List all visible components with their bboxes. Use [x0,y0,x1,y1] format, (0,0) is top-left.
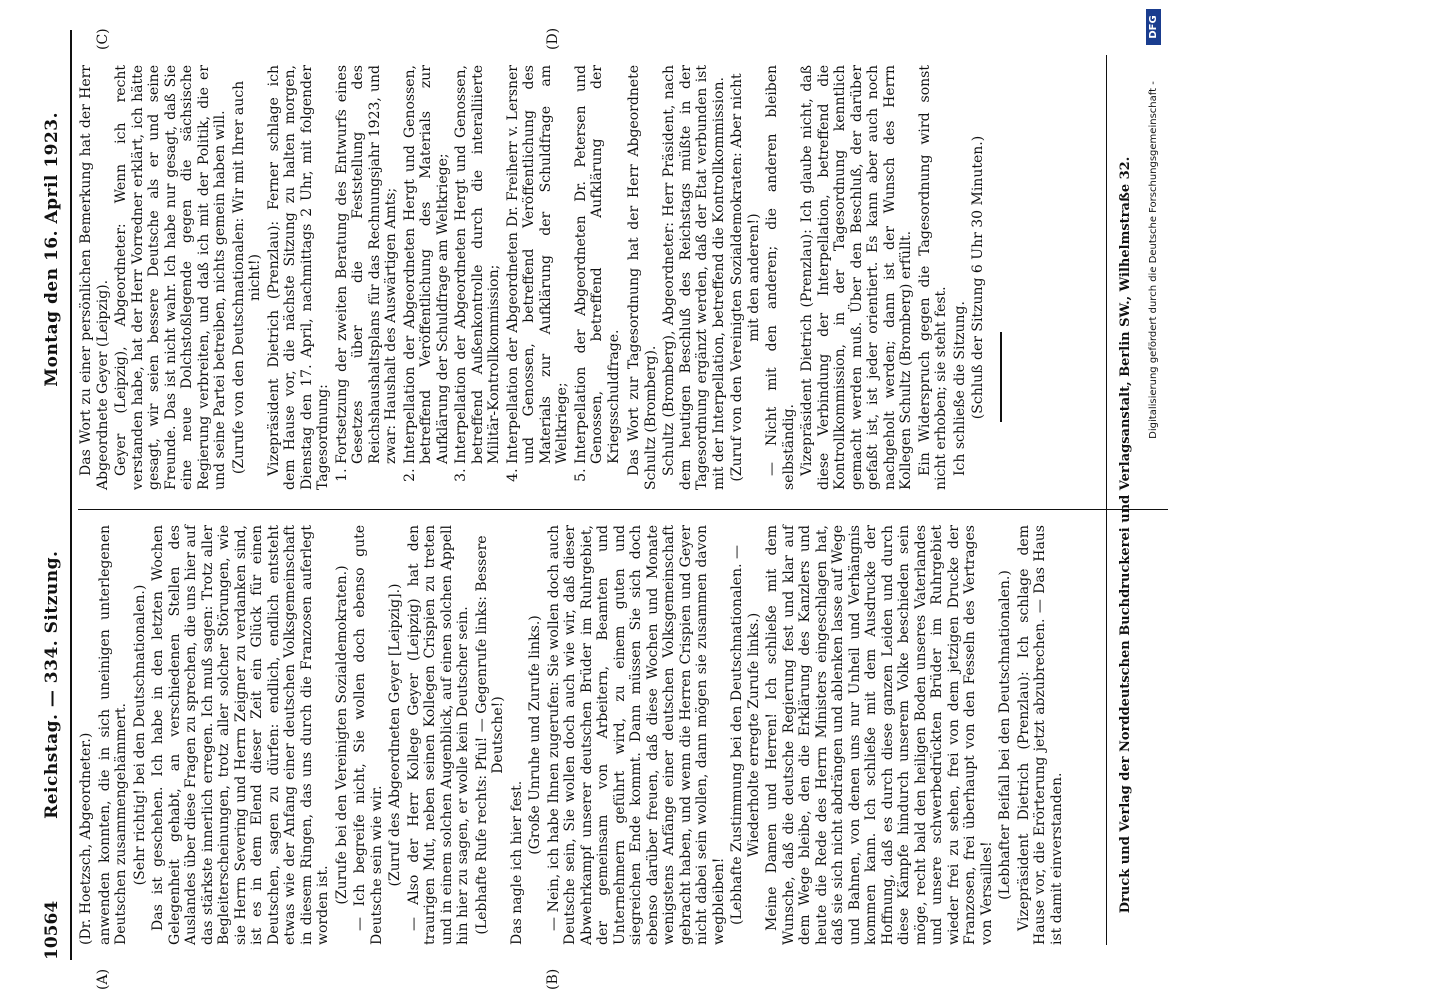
paragraph: Vizepräsident Dietrich (Prenzlau): Ich glaube nicht, daß diese Verbindung der Interpellation, betreffend die Kontrollkommission, in der Tagesordnung kenntlich gemacht werden muß. Über den Beschluß, der darüber gefaßt ist, ist jeder orientiert. Es kann aber auch noch nachgeholt werden; dann ist der Wunsch des Herrn Kollegen Schultz (Bromberg) erfüllt. [799,65,914,490]
agenda-item: 5. Interpellation der Abgeordneten Dr. Petersen und Genossen, betreffend Aufklärung der Kriegsschuldfrage. [573,65,623,464]
paragraph: Schultz (Bromberg), Abgeordneter: Herr Präsident, nach dem heutigen Beschluß des Reichstags müßte in der Tagesordnung ergänzt werden, daß der Etat verbunden ist mit der Interpellation, betreffend die Kontrollkommission. [661,65,727,490]
running-title-left: Reichstag. — 334. Sitzung. [42,550,62,819]
paragraph: Ich schließe die Sitzung. [951,301,968,476]
end-rule [1000,332,1002,422]
agenda-item: 3. Interpellation der Abgeordneten Hergt und Genossen, betreffend Außenkontrolle durch die interalliierte Militär-Kontrollkommission; [453,65,503,464]
interjection: (Zuruf von den Vereinigten Sozialdemokraten: Aber nicht mit den anderen!) [729,73,762,482]
page-number: 10564 [42,900,62,960]
margin-mark-c: (C) [95,28,111,50]
paragraph: — Nein, ich habe Ihnen zugerufen: Sie wollen doch auch Deutsche sein, Sie wollen doch auch wie wir, daß dieser Abwehrkampf unserer deutschen Brüder im Ruhrgebiet, der gemeinsam von Arbeitern, Beamten und Unternehmern geführt wird, zu einem guten und siegreichen Ende kommt. Dann müssen Sie sich doch ebenso darüber freuen, daß diese Wochen und Monate wenigstens Anfänge einer deutschen Volksgemeinschaft gebracht haben, und wenn die Herren Crispien und Geyer nicht dabei sein wollen, dann mögen sie zusammen davon wegbleiben! [545,525,727,945]
paragraph: Das Wort zu einer persönlichen Bemerkung hat der Herr Abgeordnete Geyer (Leipzig). [78,65,111,490]
interjection: (Lebhafte Rufe rechts: Pfui! — Gegenrufe links: Bessere Deutsche!) [473,535,506,935]
interjection: (Sehr richtig! bei den Deutschnationalen.) [131,584,148,886]
paragraph: Das Wort zur Tagesordnung hat der Herr Abgeordnete Schultz (Bromberg). [626,65,659,490]
agenda-list [334,65,623,490]
digitization-note: Digitalisierung gefördert durch die Deutsche Forschungsgemeinschaft - [1148,81,1159,439]
page-header [42,30,66,960]
paragraph: — Ich begreife nicht, Sie wollen doch ebenso gute Deutsche sein wie wir. [352,525,385,945]
paragraph: Ein Widerspruch gegen die Tagesordnung wird sonst nicht erhoben; sie steht fest. [916,65,949,490]
column-divider [78,509,1168,510]
margin-mark-b: (B) [545,968,561,990]
header-rule [70,30,72,960]
dfg-logo: DFG [1146,9,1161,45]
running-title-right: Montag den 16. April 1923. [42,111,62,387]
agenda-item: 1. Fortsetzung der zweiten Beratung des Entwurfs eines Gesetzes über die Feststellung des Reichshaushaltsplans für das Rechnungsjahr 1923, und zwar: Haushalt des Auswärtigen Amts; [334,65,400,464]
speaker-continuation: (Dr. Hoetzsch, Abgeordneter.) [78,732,94,945]
session-end-note: (Schluß der Sitzung 6 Uhr 30 Minuten.) [970,135,986,420]
interjection: (Zurufe von den Deutschnationalen: Wir mit Ihrer auch nicht!) [230,80,263,475]
paragraph: — Nicht mit den anderen; die anderen bleiben selbständig. [764,65,797,490]
paragraph: Geyer (Leipzig), Abgeordneter: Wenn ich recht verstanden habe, hat der Herr Vorredner erklärt, ich hätte gesagt, wir seien bessere Deutsche als er und seine Freunde. Das ist nicht wahr. Ich habe nur gesagt, daß Sie eine neue Dolchstoßlegende gegen die sächsische Regierung verbreiten, und daß ich mit der Politik, die er und seine Partei betreiben, nichts gemein haben will. [113,65,228,490]
paragraph: Das ist geschehen. Ich habe in den letzten Wochen Gelegenheit gehabt, an verschiedenen Stellen des Auslandes über diese Fragen zu sprechen, die uns hier auf das stärkste innerlich erregen. Ich muß sagen: Trotz aller Begleiterscheinungen, trotz aller solcher Störungen, wie sie Herrn Severing und Herrn Zeigner zu verdanken sind, ist es in dem Elend dieser Zeit ein Glück für einen Deutschen, sagen zu dürfen: endlich, endlich entsteht etwas wie der Anfang einer deutschen Volksgemeinschaft in diesem Ringen, das uns durch die Franzosen auferlegt worden ist. [150,525,331,945]
paragraph: — Also der Herr Kollege Geyer (Leipzig) hat den traurigen Mut, neben seinen Kollegen Crispien zu treten und in einem solchen Augenblick, auf einen solchen Appell hin hier zu sagen, er wolle kein Deutscher sein. [405,525,471,945]
interjection: (Lebhafte Zustimmung bei den Deutschnationalen. — Wiederholte erregte Zurufe links.) [729,545,762,925]
margin-mark-d: (D) [545,27,561,50]
imprint: Druck und Verlag der Norddeutschen Buchdruckerei und Verlagsanstalt, Berlin SW., Wilhelmstraße 32. [1118,156,1133,914]
paragraph: Vizepräsident Dietrich (Prenzlau): Ich schlage dem Hause vor, die Erörterung jetzt abzubrechen. — Das Haus ist damit einverstanden. [1015,525,1065,945]
margin-mark-a: (A) [95,968,111,990]
interjection: (Zuruf des Abgeordneten Geyer [Leipzig].) [387,583,403,887]
left-column [78,525,1065,945]
agenda-item: 2. Interpellation der Abgeordneten Hergt und Genossen, betreffend Veröffentlichung des Materials zur Aufklärung der Schuldfrage am Weltkriege; [402,65,452,464]
paragraph: anwenden konnten, die in sich uneinigen unterlegenen Deutschen zusammengehämmert. [96,525,129,945]
imprint-rule [1106,55,1107,945]
paragraph: Das nagle ich hier fest. [508,780,525,945]
paragraph: Meine Damen und Herren! Ich schließe mit dem Wunsche, daß die deutsche Regierung fest und klar auf dem Wege bleibe, den die Erklärung des Kanzlers und heute die Rede des Herrn Ministers eingeschlagen hat, daß sie sich nicht abdrängen und ablenken lasse auf Wege und Bahnen, von denen uns nur Unheil und Verhängnis kommen kann. Ich schließe mit dem Ausdrucke der Hoffnung, daß es durch diese ganzen Leiden und durch diese Kämpfe hindurch unserem Volke beschieden sein möge, recht bald den heiligen Boden unseres Vaterlandes und unsere schwerbedrückten Brüder im Ruhrgebiet wieder frei zu sehen, frei von dem jetzigen Drucke der Franzosen, frei überhaupt von den Fesseln des Vertrages von Versailles! [764,525,995,945]
right-column [78,65,1008,490]
interjection: (Lebhafter Beifall bei den Deutschnationalen.) [997,570,1013,900]
agenda-item: 4. Interpellation der Abgeordneten Dr. Freiherr v. Lersner und Genossen, betreffend Veröffentlichung des Materials zur Aufklärung der Schuldfrage am Weltkriege; [505,65,571,464]
paragraph: Vizepräsident Dietrich (Prenzlau): Ferner schlage ich dem Hause vor, die nächste Sitzung zu halten morgen, Dienstag den 17. April, nachmittags 2 Uhr, mit folgender Tagesordnung: [265,65,331,490]
interjection: (Große Unruhe und Zurufe links.) [527,615,543,855]
interjection: (Zurufe bei den Vereinigten Sozialdemokraten.) [333,565,350,905]
